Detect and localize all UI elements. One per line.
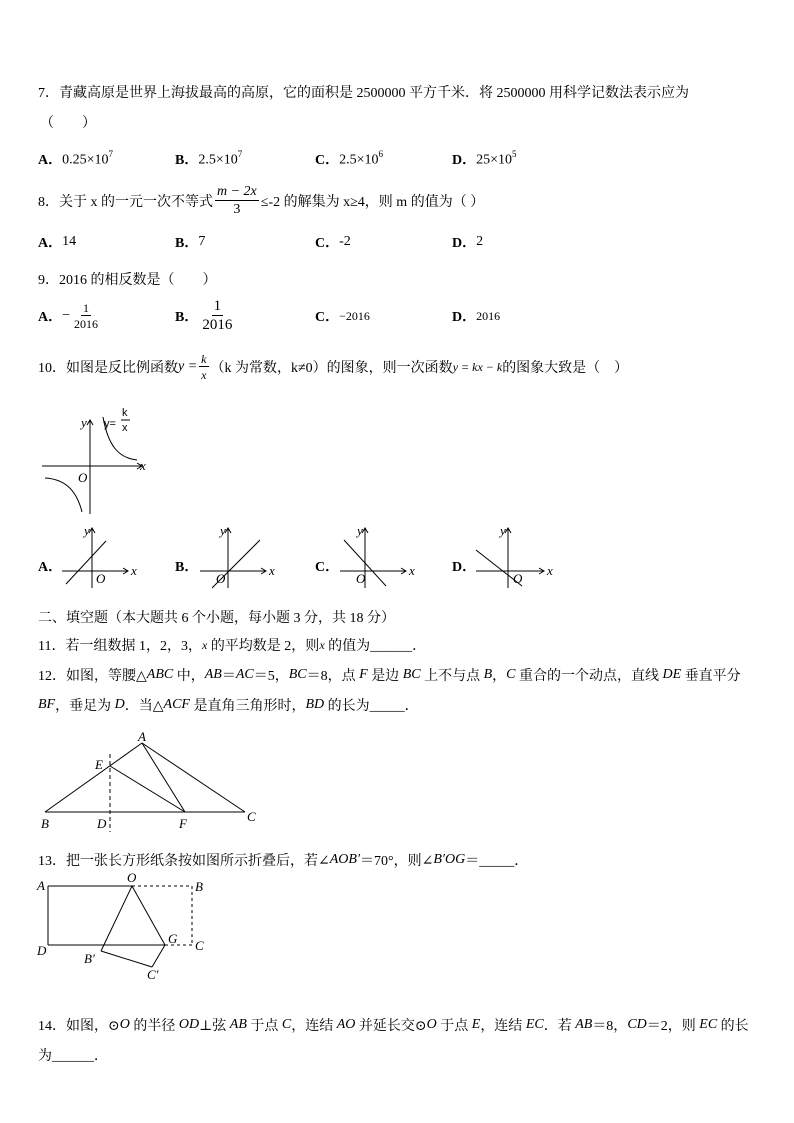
fraction-denominator: x [201, 368, 207, 382]
variable: AB [229, 1017, 247, 1032]
text-segment: 12．如图，等腰△ [38, 669, 147, 684]
option-label: D． [452, 560, 477, 575]
variable: BC [402, 667, 421, 682]
text-segment: 为______． [38, 1049, 108, 1064]
variable: F [359, 667, 368, 682]
q8-option-b [175, 232, 205, 252]
linear-function: y = kx − k [452, 359, 503, 374]
question-8 [38, 183, 484, 219]
point-e-label: E [95, 757, 103, 772]
option-value [198, 150, 242, 169]
function-lhs: y = [178, 359, 198, 374]
text-segment: 的半径 [129, 1019, 179, 1034]
folded-paper-figure [30, 872, 210, 984]
option-value [62, 150, 113, 169]
q8-option-c [315, 232, 351, 252]
option-base: 25×10 [476, 152, 513, 168]
variable: D [114, 697, 125, 712]
question-7-text: 7．青藏高原是世界上海拔最高的高原，它的面积是 2500000 平方千米．将 2500000 用科学记数法表示应为 [38, 86, 689, 101]
text-segment: ＝_____． [465, 854, 529, 869]
text-segment: 的长 [717, 1019, 749, 1034]
fraction-numerator: m − 2x [217, 184, 257, 199]
variable: AB [575, 1017, 593, 1032]
curve-label-lhs: y= [104, 418, 116, 430]
option-label: C． [315, 236, 340, 251]
question-12-line-2 [38, 695, 419, 715]
variable: BF [38, 697, 56, 712]
variable: AB [204, 667, 222, 682]
variable: O [426, 1017, 437, 1032]
option-exponent: 6 [378, 148, 384, 159]
fraction-numerator: 1 [213, 298, 222, 314]
choice-c-graph [336, 524, 420, 590]
option-label: A． [38, 236, 63, 251]
text-segment: 重合的一个动点，直线 [515, 669, 663, 684]
variable: x [319, 637, 325, 652]
option-label: B． [175, 560, 199, 575]
triangle-figure [30, 728, 270, 834]
variable: E [471, 1017, 481, 1032]
text-segment: ， [492, 669, 507, 684]
option-exponent: 7 [108, 148, 114, 159]
option-label: B． [175, 236, 199, 251]
variable: EC [699, 1017, 718, 1032]
variable: B′OG [433, 852, 466, 867]
text-segment: ，连结 [480, 1019, 526, 1034]
option-value: 7 [198, 234, 206, 249]
variable: AOB′ [329, 852, 361, 867]
variable: DE [662, 667, 682, 682]
y-axis-label: y [500, 523, 506, 538]
text-segment: 的平均数是 2，则 [207, 639, 320, 654]
point-c-label: C [195, 938, 204, 953]
origin-label: O [513, 571, 523, 586]
q10-option-b [175, 556, 198, 576]
option-label: C． [315, 153, 340, 168]
q9-option-b [175, 298, 236, 334]
q9-option-a [38, 298, 102, 334]
q7-option-b [175, 149, 242, 169]
option-exponent: 5 [512, 148, 517, 159]
question-7-answer-blank [40, 112, 96, 132]
text-segment: ，连结 [291, 1019, 337, 1034]
choice-d-graph [472, 524, 556, 590]
origin-label: O [78, 470, 88, 485]
text-segment: ．若 [543, 1019, 576, 1034]
option-label: B． [175, 153, 199, 168]
text-segment: 是直角三角形时， [189, 699, 306, 714]
fraction-numerator: k [201, 352, 207, 366]
fraction-denominator: 2016 [74, 317, 99, 331]
option-base: 2.5×10 [339, 152, 379, 168]
variable: O [119, 1017, 130, 1032]
option-label: C． [315, 310, 340, 325]
answer-paren: （ ） [40, 116, 96, 131]
x-axis-label: x [269, 563, 275, 578]
section-heading [38, 607, 395, 627]
curve-label-denominator: x [122, 422, 128, 434]
variable: C [506, 667, 516, 682]
q7-option-d [452, 149, 517, 169]
point-d-label: D [37, 943, 47, 958]
text-segment: 是边 [367, 669, 403, 684]
option-label: D． [452, 236, 477, 251]
q9-option-c [315, 298, 370, 334]
x-axis-label: x [409, 563, 415, 578]
origin-label: O [216, 571, 226, 586]
hyperbola-graph [38, 400, 153, 518]
segment-af [142, 743, 185, 812]
origin-label: O [96, 571, 106, 586]
option-base: 2.5×10 [198, 152, 238, 168]
choice-a-graph [58, 524, 142, 590]
option-value [339, 150, 383, 169]
option-value [476, 150, 516, 169]
segment-ef [110, 766, 185, 812]
variable: AC [235, 667, 254, 682]
point-a-label: A [138, 729, 146, 744]
option-fraction [72, 302, 100, 330]
origin-label: O [356, 571, 366, 586]
q7-option-c [315, 149, 383, 169]
point-o-label: O [127, 870, 137, 885]
question-8-prefix: 8．关于 x 的一元一次不等式 [38, 195, 213, 210]
option-value: −2016 [339, 308, 370, 323]
variable: BD [305, 697, 325, 712]
segment-ab [45, 743, 142, 812]
fraction-numerator: 1 [83, 301, 90, 315]
y-axis-label: y [220, 523, 226, 538]
point-b-prime-label: B′ [84, 951, 95, 966]
text-segment: ＝5， [253, 669, 289, 684]
question-7 [38, 82, 689, 102]
text-segment: ＝8， [592, 1019, 628, 1034]
text-segment: ＝ [221, 669, 236, 684]
text-segment: ．当△ [124, 699, 164, 714]
point-d-label: D [97, 816, 107, 831]
variable: ACF [163, 697, 190, 712]
text-segment: 的长为_____． [324, 699, 419, 714]
y-axis-label: y [81, 415, 87, 430]
variable: ABC [146, 667, 174, 682]
option-label: D． [452, 310, 477, 325]
option-base: 0.25×10 [62, 152, 109, 168]
question-10 [38, 349, 628, 385]
question-10-middle: （k 为常数，k≠0）的图象，则一次函数 [210, 361, 453, 376]
option-fraction [200, 299, 234, 333]
point-b-label: B [195, 879, 203, 894]
option-label: A． [38, 560, 63, 575]
text-segment: 垂直平分 [681, 669, 741, 684]
x-axis-label: x [140, 458, 146, 473]
choice-b-graph [196, 524, 280, 590]
fold-edge-b-prime-c-prime [101, 951, 152, 967]
option-value: 14 [62, 234, 77, 249]
option-label: A． [38, 310, 63, 325]
text-segment: ⊥弦 [199, 1019, 230, 1034]
text-segment: ＝70°，则∠ [360, 854, 434, 869]
q9-option-d [452, 298, 500, 334]
text-segment: 的值为______． [324, 639, 427, 654]
fraction-denominator: 3 [233, 202, 241, 217]
question-10-prefix: 10．如图是反比例函数 [38, 361, 178, 376]
x-axis-label: x [547, 563, 553, 578]
q7-option-a [38, 149, 113, 169]
point-c-label: C [247, 809, 256, 824]
option-value: 2016 [476, 308, 501, 323]
variable: x [201, 637, 208, 652]
variable: OD [178, 1017, 200, 1032]
question-8-suffix: ≤-2 的解集为 x≥4，则 m 的值为（ ） [260, 195, 485, 210]
fold-crease-og [132, 886, 165, 945]
question-14-line-2 [38, 1045, 108, 1065]
y-axis-label: y [357, 523, 363, 538]
text-segment: ，垂足为 [55, 699, 115, 714]
variable: BC [288, 667, 307, 682]
text-segment: 上不与点 [420, 669, 484, 684]
hyperbola-branch-third-quadrant [45, 478, 82, 512]
fold-edge-c-prime-g [152, 945, 165, 967]
inequality-fraction [215, 185, 259, 217]
text-segment: 于点 [436, 1019, 472, 1034]
point-g-label: G [168, 931, 178, 946]
function-fraction [199, 353, 208, 381]
point-f-label: F [179, 816, 187, 831]
text-segment: 11．若一组数据 1，2，3， [38, 639, 202, 654]
option-label: C． [315, 560, 340, 575]
point-a-label: A [37, 878, 45, 893]
text-segment: ＝8，点 [306, 669, 360, 684]
y-axis-label: y [84, 523, 90, 538]
question-9-text: 9．2016 的相反数是（ ） [38, 273, 217, 288]
text-segment: 14．如图，⊙ [38, 1019, 120, 1034]
text-segment: 中， [173, 669, 205, 684]
text-segment: ＝2，则 [646, 1019, 700, 1034]
question-13 [38, 850, 528, 870]
curve-label-numerator: k [122, 407, 128, 419]
x-axis-label: x [131, 563, 137, 578]
text-segment: 并延长交⊙ [355, 1019, 427, 1034]
option-label: A． [38, 153, 63, 168]
question-10-suffix: 的图象大致是（ ） [502, 361, 629, 376]
question-11 [38, 635, 426, 655]
variable: B [483, 667, 493, 682]
fold-edge-ob-prime [101, 886, 132, 951]
q8-option-a [38, 232, 76, 252]
section-heading-text: 二、填空题（本大题共 6 个小题，每小题 3 分，共 18 分） [38, 611, 395, 626]
option-value: 2 [476, 234, 484, 249]
variable: EC [525, 1017, 544, 1032]
q8-option-d [452, 232, 483, 252]
question-9 [38, 269, 217, 289]
text-segment: 于点 [246, 1019, 282, 1034]
question-12-line-1 [38, 665, 741, 685]
segment-ac [142, 743, 245, 812]
variable: AO [336, 1017, 356, 1032]
variable: C [281, 1017, 292, 1032]
option-label: B． [175, 310, 199, 325]
variable: CD [627, 1017, 647, 1032]
point-b-label: B [41, 816, 49, 831]
option-exponent: 7 [237, 148, 243, 159]
question-14-line-1 [38, 1015, 749, 1035]
fraction-denominator: 2016 [202, 317, 233, 333]
option-label: D． [452, 153, 477, 168]
option-sign: − [62, 308, 71, 323]
text-segment: 13．把一张长方形纸条按如图所示折叠后，若∠ [38, 854, 330, 869]
option-value: -2 [339, 234, 351, 249]
point-c-prime-label: C′ [147, 967, 159, 982]
